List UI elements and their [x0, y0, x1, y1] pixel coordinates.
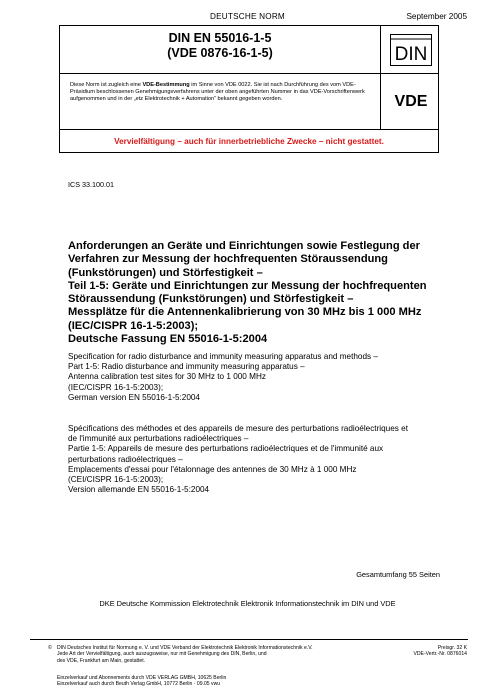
ics-code: ICS 33.100.01: [68, 180, 114, 189]
sales-line: Einzelverkauf auch durch Beuth Verlag GmbH, 10772 Berlin · 09.05 vwu: [57, 681, 221, 688]
publication-date: September 2005: [406, 12, 467, 21]
sales-line: Einzelverkauf und Abonnements durch VDE VERLAG GMBH, 10625 Berlin: [57, 675, 227, 681]
copyright-line: des VDE, Frankfurt am Main, gestattet.: [57, 657, 146, 664]
german-title-line: Anforderungen an Geräte und Einrichtungen sowie Festlegung der: [68, 240, 420, 252]
english-title-line: Part 1-5: Radio disturbance and immunity measuring apparatus –: [68, 362, 305, 372]
vde-number: (VDE 0876-16-1-5): [167, 46, 273, 60]
german-title-line: (Funkstörungen) und Störfestigkeit –: [68, 266, 263, 279]
french-title-line: (CEI/CISPR 16-1-5:2003);: [68, 475, 164, 485]
german-title-line: (IEC/CISPR 16-1-5:2003);: [68, 319, 199, 332]
english-title: [68, 352, 468, 403]
vde-order-number: VDE-Vertr.-Nr. 0876014: [413, 651, 467, 658]
note-text-1: Diese Norm ist zugleich eine: [70, 82, 143, 88]
french-title-line: Version allemande EN 55016-1-5:2004: [68, 485, 210, 495]
copyright-line: DIN Deutsches Institut für Normung e. V. und VDE Verband der Elektrotechnik Elektronik Informationstechnik e.V.: [57, 645, 313, 651]
english-title-line: (IEC/CISPR 16-1-5:2003);: [68, 382, 164, 392]
din-number: DIN EN 55016-1-5: [168, 31, 272, 45]
vde-logo-icon: [387, 92, 435, 108]
copyright-line: Jede Art der Vervielfältigung, auch auszugsweise, nur mit Genehmigung des DIN, Berlin, und: [57, 651, 267, 658]
copyright-notice: [48, 645, 357, 664]
page-header: [0, 0, 495, 24]
footer-divider: [30, 639, 468, 640]
vde-note-row: [60, 74, 438, 130]
price-info: [413, 645, 467, 658]
vde-logo-text: VDE: [394, 93, 428, 108]
standard-number: [60, 31, 380, 61]
french-title-line: Spécifications des méthodes et des appareils de mesure des perturbations radioélectriques et: [68, 424, 408, 433]
norm-label: DEUTSCHE NORM: [210, 12, 285, 21]
german-title-line: Verfahren zur Messung der hochfrequenten Störaussendung: [68, 253, 388, 266]
german-title: [68, 240, 468, 346]
french-title-line: perturbations radioélectriques –: [68, 454, 183, 464]
french-title-line: de l'immunité aux perturbations radioélectriques –: [68, 434, 249, 444]
french-title-line: Emplacements d'essai pour l'étalonnage des antennes de 30 MHz à 1 000 MHz: [68, 464, 357, 474]
english-title-line: German version EN 55016-1-5:2004: [68, 392, 200, 402]
sales-info: [57, 675, 377, 688]
dke-commission: DKE Deutsche Kommission Elektrotechnik Elektronik Informationstechnik im DIN und VDE: [99, 599, 396, 608]
reproduction-notice: Vervielfältigung – auch für innerbetriebliche Zwecke – nicht gestattet.: [114, 137, 384, 146]
price-group: Preisgr. 32 K: [437, 645, 467, 651]
note-text-bold: VDE-Bestimmung: [142, 82, 190, 88]
standard-id-row: [60, 26, 438, 74]
english-title-line: Antenna calibration test sites for 30 MHz to 1 000 MHz: [68, 372, 266, 382]
german-title-line: Deutsche Fassung EN 55016-1-5:2004: [68, 333, 268, 346]
german-title-line: Teil 1-5: Geräte und Einrichtungen zur Messung der hochfrequenten: [68, 279, 427, 292]
german-title-line: Messplätze für die Antennenkalibrierung von 30 MHz bis 1 000 MHz: [68, 306, 422, 319]
total-pages: Gesamtumfang 55 Seiten: [356, 570, 440, 579]
french-title: [68, 424, 468, 495]
note-text-2: im Sinne von VDE 0022. Sie ist nach Durchführung des vom VDE-Präsidium beschlossenen Genehmigungsverfahrens unter der oben angeführten Nummer in das VDE-Vorschriftenwerk aufgenommen und in der „etz Elektrotechnik + Automation“ bekannt gegeben worden.: [70, 82, 365, 103]
english-title-line: Specification for radio disturbance and immunity measuring apparatus and methods –: [68, 352, 378, 361]
standard-info-box: [59, 25, 439, 153]
din-logo-text: DIN: [394, 44, 428, 65]
german-title-line: Störaussendung (Funkstörungen) und Störfestigkeit –: [68, 293, 354, 306]
copyright-symbol: ©: [48, 645, 52, 651]
french-title-line: Partie 1-5: Appareils de mesure des perturbations radioélectriques et de l'immunité aux: [68, 444, 384, 454]
vde-note: [70, 82, 370, 104]
din-logo-icon: [390, 34, 432, 66]
